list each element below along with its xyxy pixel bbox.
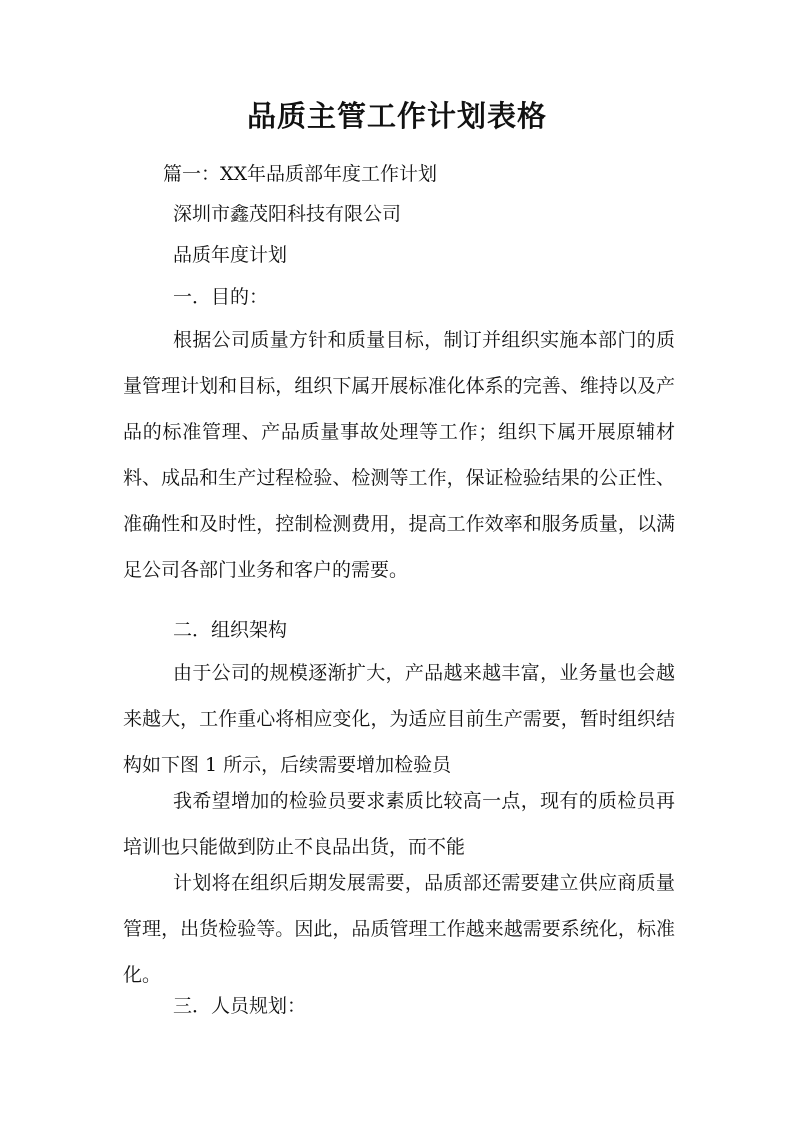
section-3-heading: 三．人员规划： — [173, 995, 307, 1017]
document-title: 品质主管工作计划表格 — [246, 99, 547, 133]
section-1-body: 根据公司质量方针和质量目标，制订并组织实施本部门的质量管理计划和目标，组织下属开展标准化体系的完善、维持以及产品的标准管理、产品质量事故处理等工作；组织下属开展原辅材料、成品和生产过程检验、检测等工作，保证检验结果的公正性、准确性和及时性，控制检测费用，提高工作效率和服务质量，以满足公司各部门业务和客户的需要。 — [123, 329, 675, 581]
company-name: 深圳市鑫茂阳科技有限公司 — [173, 203, 402, 225]
section-1-heading: 一．目的： — [173, 286, 269, 308]
section-2-paragraph-1: 由于公司的规模逐渐扩大，产品越来越丰富，业务量也会越来越大，工作重心将相应变化，为适应目前生产需要，暂时组织结构如下图 1 所示，后续需要增加检验员 — [123, 662, 675, 776]
plan-title: 品质年度计划 — [173, 244, 288, 266]
section-2-paragraph-3: 计划将在组织后期发展需要，品质部还需要建立供应商质量管理，出货检验等。因此，品质管理工作越来越需要系统化，标准化。 — [123, 872, 675, 986]
section-2-paragraph-2: 我希望增加的检验员要求素质比较高一点，现有的质检员再培训也只能做到防止不良品出货，而不能 — [123, 790, 675, 858]
article-heading: 篇一：XX年品质部年度工作计划 — [163, 163, 438, 185]
section-2-heading: 二．组织架构 — [173, 619, 288, 641]
